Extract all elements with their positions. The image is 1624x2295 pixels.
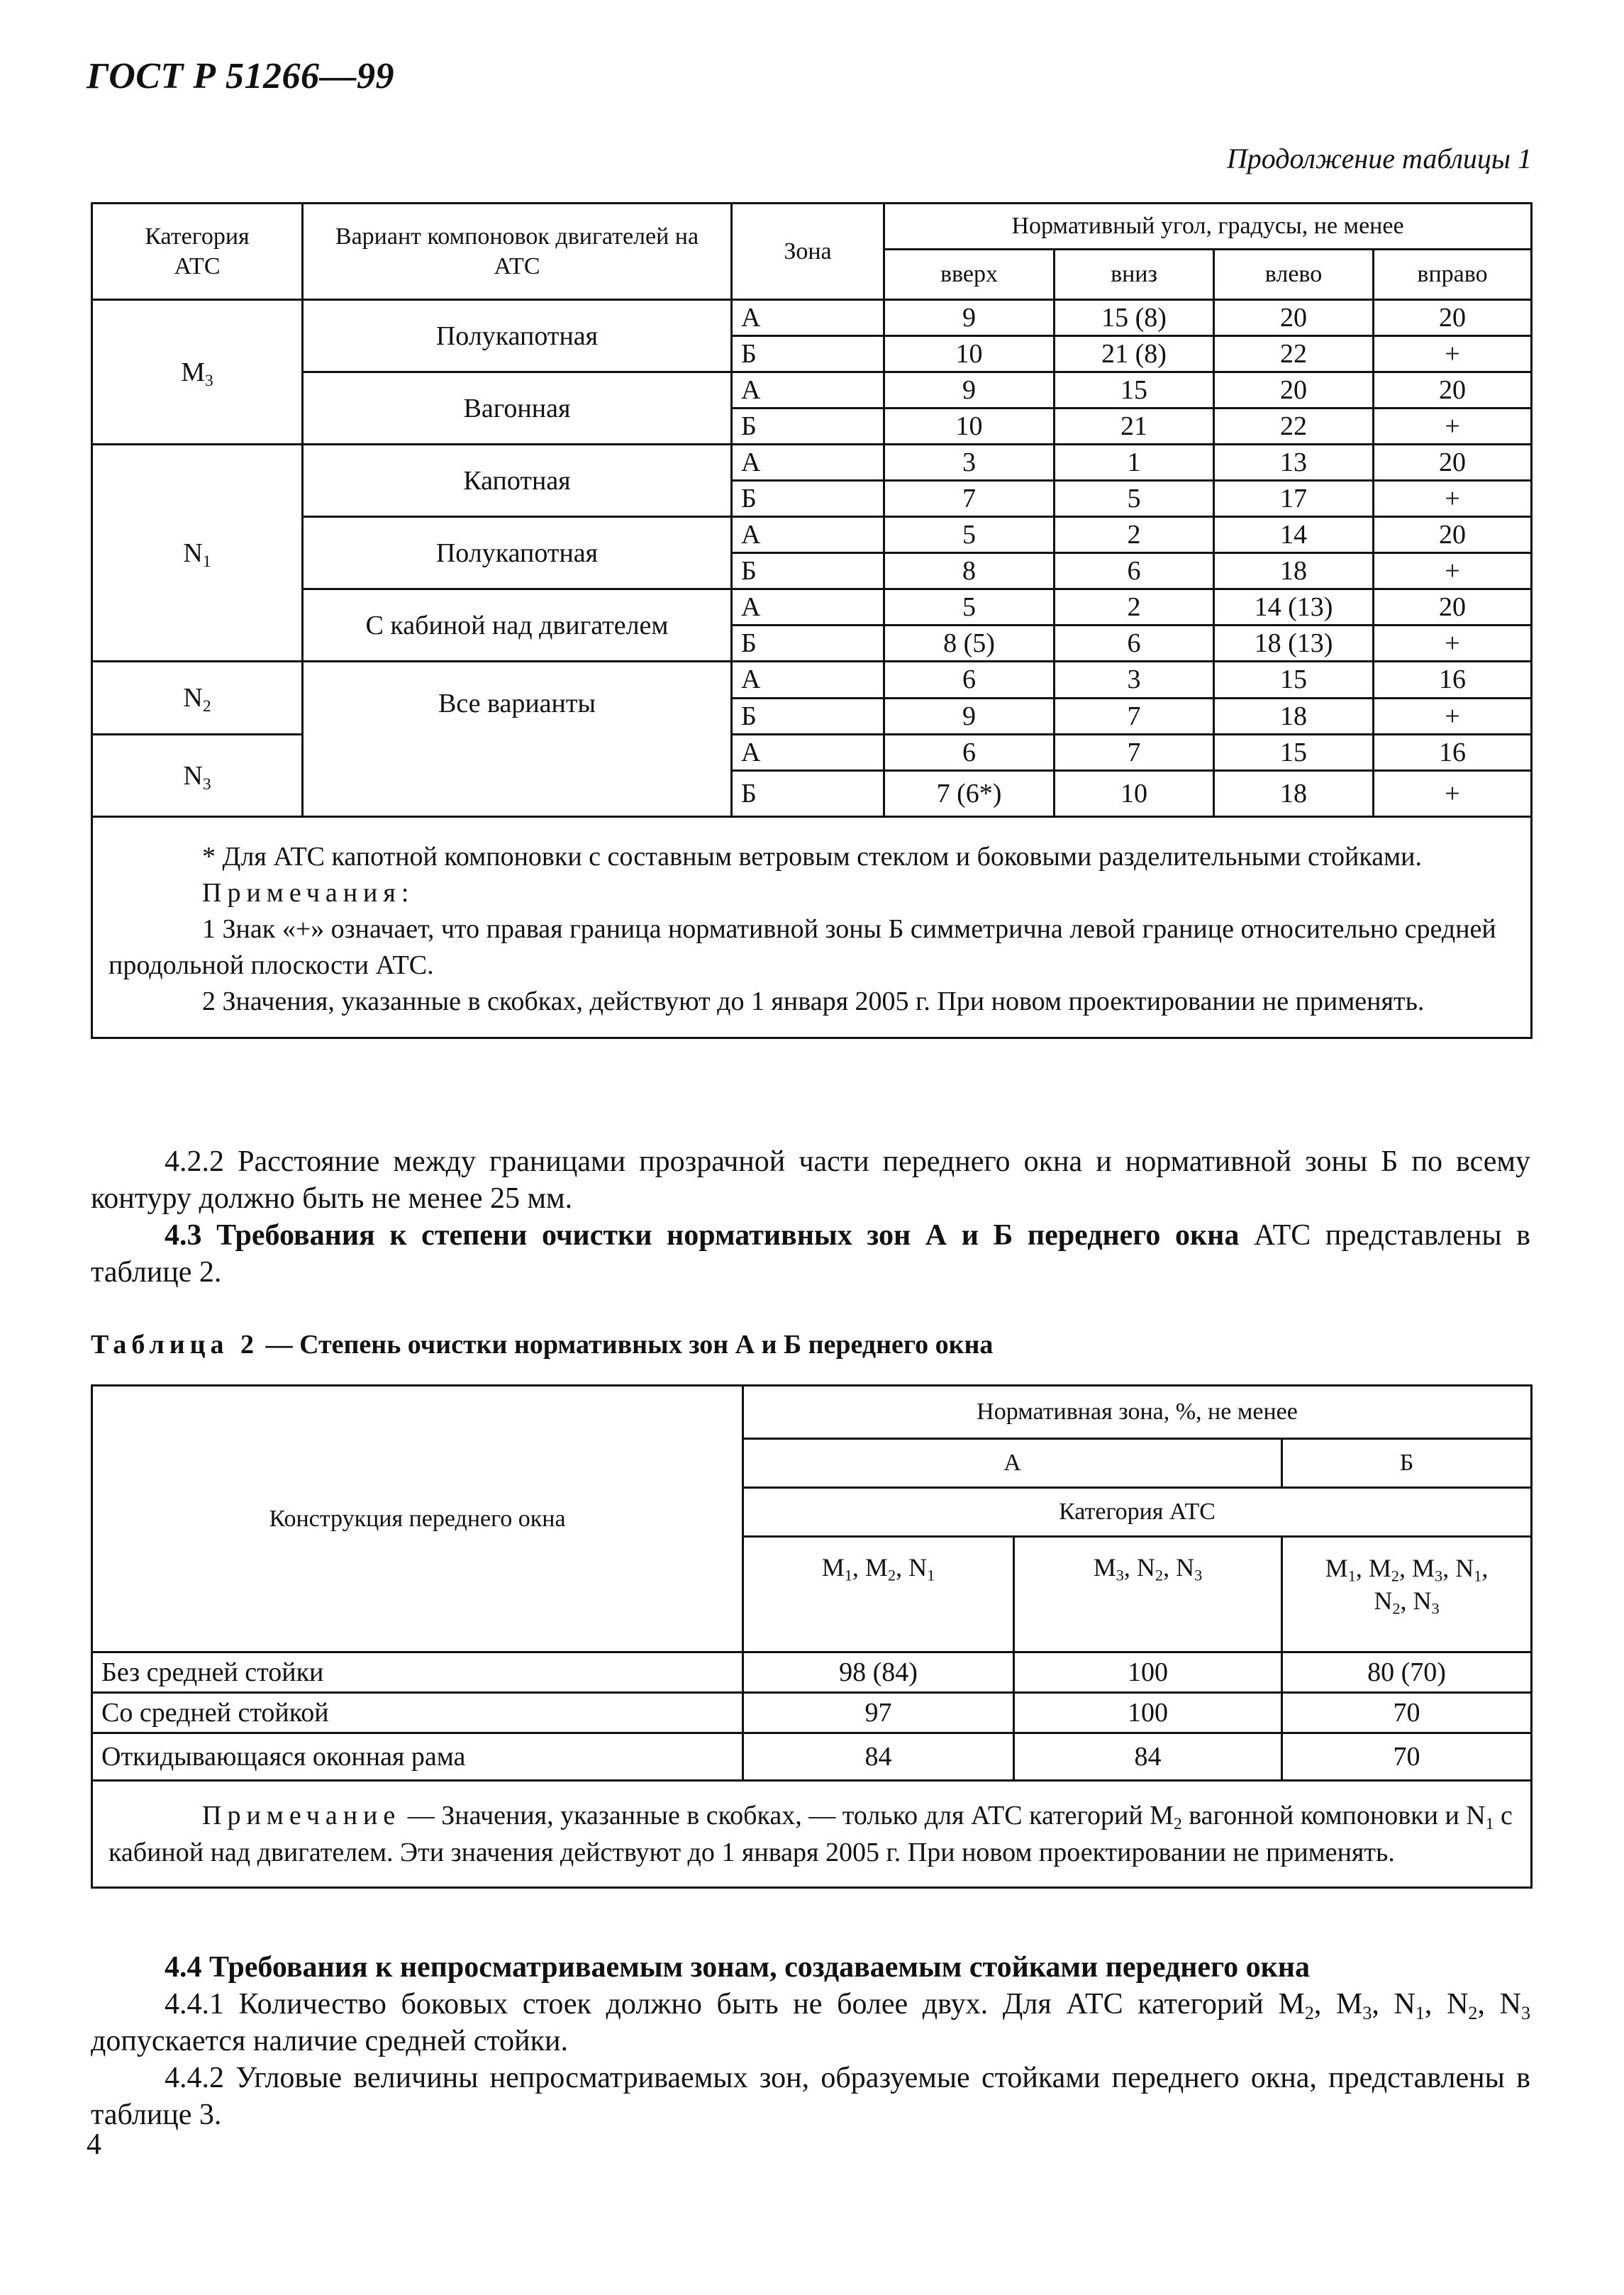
value-cell: 9 (884, 300, 1055, 336)
value-cell: 3 (884, 445, 1055, 481)
value-cell: 5 (884, 517, 1055, 553)
value-cell: 7 (6*) (884, 771, 1055, 817)
value-cell: 20 (1374, 372, 1532, 409)
category-n3: $N_3$ (92, 735, 303, 817)
value-cell: 6 (884, 735, 1055, 771)
zone-cell: Б (732, 336, 884, 372)
category-m3: $M_3$ (92, 300, 303, 445)
value-cell: 5 (884, 589, 1055, 626)
value-cell: 14 (1214, 517, 1374, 553)
value-cell: + (1374, 698, 1532, 735)
value-cell: 70 (1282, 1733, 1532, 1781)
header-down: вниз (1055, 250, 1214, 300)
value-cell: + (1374, 771, 1532, 817)
value-cell: 84 (1014, 1733, 1282, 1781)
value-cell: 7 (1055, 735, 1214, 771)
para-4-4-2: 4.4.2 Угловые величины непросматриваемых зон, образуемые стойками переднего окна, представлены в таблице 3. (91, 2062, 1530, 2131)
variant-cab-over: С кабиной над двигателем (303, 589, 732, 662)
value-cell: 15 (1214, 662, 1374, 699)
value-cell: 20 (1374, 300, 1532, 336)
value-cell: 18 (1214, 771, 1374, 817)
table-continuation-caption: Продолжение таблицы 1 (1226, 143, 1532, 174)
value-cell: 7 (1055, 698, 1214, 735)
para-4-4-1: 4.4.1 Количество боковых стоек должно быть не более двух. Для АТС категорий $M_2$, $M_3$, $N_1$, $N_2$, $N_3$ допускается наличие средней стойки. (91, 1988, 1530, 2057)
para-4-4: 4.4 Требования к непросматриваемым зонам, создаваемым стойками переднего окна (165, 1951, 1310, 1984)
row-label: Откидывающаяся оконная рама (92, 1733, 743, 1781)
value-cell: 7 (884, 481, 1055, 517)
value-cell: 2 (1055, 517, 1214, 553)
variant-wagon: Вагонная (303, 372, 732, 445)
header-variant: Вариант компоновок двигателей на АТС (303, 204, 732, 300)
value-cell: 2 (1055, 589, 1214, 626)
header-zone-b: Б (1282, 1439, 1532, 1488)
value-cell: 18 (13) (1214, 626, 1374, 662)
row-label: Со средней стойкой (92, 1693, 743, 1733)
category-n2: $N_2$ (92, 662, 303, 735)
notes-title: Примечания: (202, 878, 415, 908)
header-construction: Конструкция переднего окна (92, 1386, 743, 1652)
value-cell: 80 (70) (1282, 1652, 1532, 1693)
value-cell: 10 (884, 336, 1055, 372)
value-cell: + (1374, 336, 1532, 372)
value-cell: 21 (8) (1055, 336, 1214, 372)
value-cell: 5 (1055, 481, 1214, 517)
value-cell: + (1374, 409, 1532, 445)
value-cell: 21 (1055, 409, 1214, 445)
category-n1: $N_1$ (92, 445, 303, 662)
table-2 (91, 1384, 1533, 1889)
value-cell: 9 (884, 698, 1055, 735)
value-cell: 15 (1214, 735, 1374, 771)
header-up: вверх (884, 250, 1055, 300)
zone-cell: А (732, 662, 884, 699)
note-2: 2 Значения, указанные в скобках, действуют до 1 января 2005 г. При новом проектировании не применять. (202, 987, 1425, 1016)
table-1 (91, 202, 1533, 1039)
value-cell: 10 (884, 409, 1055, 445)
category-group-2: $M_3$, $N_2$, $N_3$ (1014, 1537, 1282, 1652)
para-4-3: 4.3 Требования к степени очистки нормативных зон А и Б переднего окна АТС представлены в таблице 2. (91, 1219, 1530, 1289)
page-number: 4 (87, 2128, 101, 2161)
value-cell: 17 (1214, 481, 1374, 517)
value-cell: 15 (1055, 372, 1214, 409)
para-4-2-2: 4.2.2 Расстояние между границами прозрачной части переднего окна и нормативной зоны Б по всему контуру должно быть не менее 25 мм. (91, 1145, 1530, 1215)
zone-cell: А (732, 300, 884, 336)
value-cell: 8 (884, 553, 1055, 589)
value-cell: 6 (1055, 626, 1214, 662)
value-cell: 13 (1214, 445, 1374, 481)
variant-all: Все варианты (303, 662, 732, 817)
zone-cell: А (732, 735, 884, 771)
zone-cell: Б (732, 626, 884, 662)
value-cell: 100 (1014, 1693, 1282, 1733)
value-cell: 14 (13) (1214, 589, 1374, 626)
value-cell: 20 (1214, 300, 1374, 336)
header-category: Категория АТС (92, 204, 303, 300)
value-cell: 20 (1374, 517, 1532, 553)
note-1: 1 Знак «+» означает, что правая граница нормативной зоны Б симметрична левой границе относительно средней продольной плоскости АТС. (109, 914, 1496, 980)
zone-cell: А (732, 589, 884, 626)
table1-footnote: * Для АТС капотной компоновки с составным ветровым стеклом и боковыми разделительными стойками. (202, 842, 1422, 872)
header-zone-a: А (743, 1439, 1282, 1488)
category-group-1: $M_1$, $M_2$, $N_1$ (743, 1537, 1014, 1652)
table1-notes (92, 817, 1532, 1038)
header-angle: Нормативный угол, градусы, не менее (884, 204, 1532, 250)
zone-cell: Б (732, 553, 884, 589)
zone-cell: А (732, 445, 884, 481)
standard-header: ГОСТ Р 51266—99 (87, 56, 394, 96)
header-category: Категория АТС (743, 1488, 1532, 1537)
value-cell: 15 (8) (1055, 300, 1214, 336)
header-right: вправо (1374, 250, 1532, 300)
zone-cell: А (732, 372, 884, 409)
value-cell: 6 (884, 662, 1055, 699)
value-cell: 22 (1214, 409, 1374, 445)
row-label: Без средней стойки (92, 1652, 743, 1693)
value-cell: + (1374, 626, 1532, 662)
value-cell: 22 (1214, 336, 1374, 372)
header-left: влево (1214, 250, 1374, 300)
variant-semi-hood: Полукапотная (303, 517, 732, 589)
value-cell: 97 (743, 1693, 1014, 1733)
value-cell: + (1374, 553, 1532, 589)
value-cell: 18 (1214, 553, 1374, 589)
value-cell: 9 (884, 372, 1055, 409)
value-cell: 20 (1374, 445, 1532, 481)
value-cell: 8 (5) (884, 626, 1055, 662)
category-group-3: $M_1$, $M_2$, $M_3$, $N_1$, $N_2$, $N_3$ (1282, 1537, 1532, 1652)
zone-cell: А (732, 517, 884, 553)
section-4-4 (91, 1949, 1530, 2133)
value-cell: 1 (1055, 445, 1214, 481)
header-zone: Зона (732, 204, 884, 300)
value-cell: 10 (1055, 771, 1214, 817)
table2-note: Примечание — Значения, указанные в скобках, — только для АТС категорий $M_2$ вагонной компоновки и $N_1$ с кабиной над двигателем. Эти значения действуют до 1 января 2005 г. При новом проектировании не применять. (92, 1781, 1532, 1888)
table2-caption: Таблица 2 — Степень очистки нормативных зон А и Б переднего окна (91, 1330, 994, 1360)
value-cell: 16 (1374, 735, 1532, 771)
variant-semi-hood: Полукапотная (303, 300, 732, 372)
variant-hood: Капотная (303, 445, 732, 517)
zone-cell: Б (732, 698, 884, 735)
value-cell: 6 (1055, 553, 1214, 589)
value-cell: 3 (1055, 662, 1214, 699)
value-cell: 100 (1014, 1652, 1282, 1693)
value-cell: 70 (1282, 1693, 1532, 1733)
value-cell: 84 (743, 1733, 1014, 1781)
zone-cell: Б (732, 481, 884, 517)
zone-cell: Б (732, 409, 884, 445)
value-cell: 18 (1214, 698, 1374, 735)
section-4-2-2-4-3 (91, 1143, 1530, 1291)
header-norm-zone: Нормативная зона, %, не менее (743, 1386, 1532, 1439)
zone-cell: Б (732, 771, 884, 817)
value-cell: 16 (1374, 662, 1532, 699)
value-cell: 20 (1374, 589, 1532, 626)
value-cell: + (1374, 481, 1532, 517)
value-cell: 98 (84) (743, 1652, 1014, 1693)
value-cell: 20 (1214, 372, 1374, 409)
